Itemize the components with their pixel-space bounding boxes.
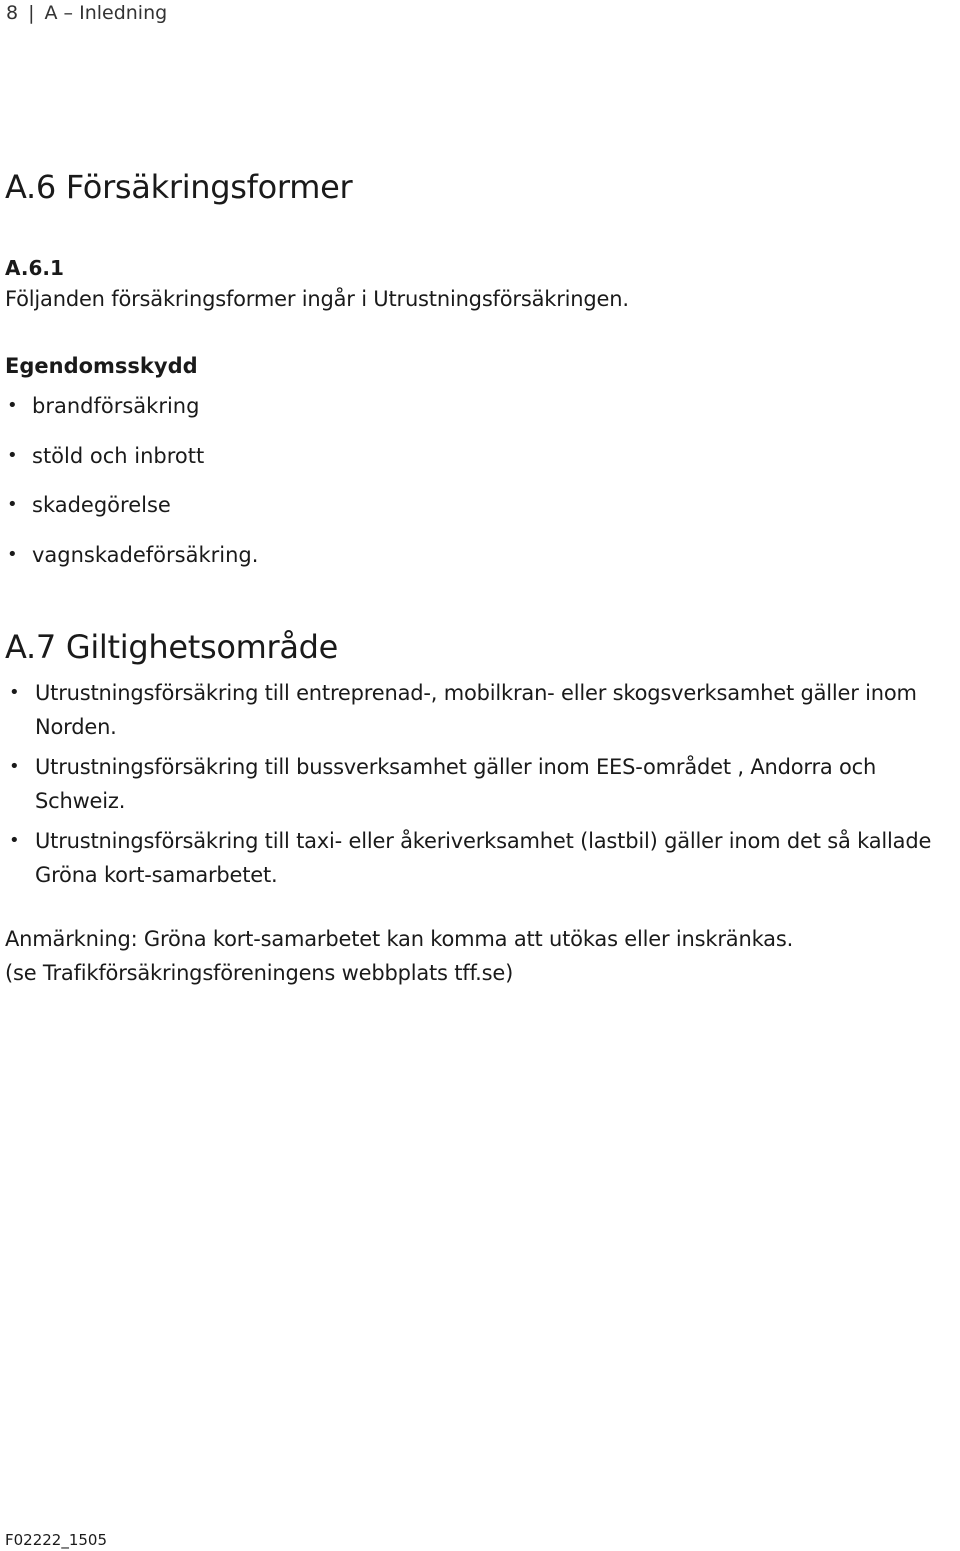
- document-code: F02222_1505: [5, 1531, 108, 1549]
- header-title: Inledning: [79, 2, 168, 24]
- list-item: [0, 385, 600, 435]
- note-line-2: (se Trafikförsäkringsföreningens webbplats tff.se): [5, 961, 514, 985]
- list-item-text: brandförsäkring: [32, 394, 200, 418]
- list-item: [0, 435, 600, 485]
- section-a6-1-intro: Följanden försäkringsformer ingår i Utrustningsförsäkringen.: [5, 287, 629, 311]
- list-item-text: Utrustningsförsäkring till entreprenad-, mobilkran- eller skogsverksamhet gäller inom Norden.: [35, 681, 917, 739]
- header-dash: –: [63, 2, 74, 24]
- note-block: [5, 922, 793, 990]
- list-item-text: Utrustningsförsäkring till bussverksamhet gäller inom EES-området , Andorra och Schweiz.: [35, 755, 877, 813]
- page-header: [6, 2, 167, 24]
- section-a6-1-number: A.6.1: [5, 256, 64, 280]
- list-item: [0, 534, 600, 584]
- list-item: [0, 484, 600, 534]
- header-section-letter: A: [44, 2, 58, 24]
- list-item: [0, 676, 960, 744]
- header-separator: |: [28, 2, 35, 24]
- list-item: [0, 824, 960, 892]
- bullet-icon: •: [7, 395, 18, 416]
- list-item-text: stöld och inbrott: [32, 443, 205, 468]
- list-item-text: skadegörelse: [32, 493, 171, 517]
- section-a6-heading: A.6 Försäkringsformer: [5, 168, 353, 206]
- bullet-icon: •: [9, 756, 20, 777]
- bullet-icon: •: [9, 830, 20, 851]
- page-number: 8: [6, 2, 19, 24]
- bullet-icon: •: [9, 682, 20, 703]
- egendomsskydd-title: Egendomsskydd: [5, 354, 198, 378]
- list-item-text: Utrustningsförsäkring till taxi- eller åkeriverksamhet (lastbil) gäller inom det så kallade Gröna kort-samarbetet.: [35, 829, 932, 887]
- giltighetsomrade-list: [0, 676, 960, 898]
- note-line-1: Anmärkning: Gröna kort-samarbetet kan komma att utökas eller inskränkas.: [5, 927, 794, 951]
- section-a7-heading: A.7 Giltighetsområde: [5, 628, 339, 666]
- list-item-text: vagnskadeförsäkring.: [32, 542, 259, 567]
- bullet-icon: •: [7, 494, 18, 515]
- bullet-icon: •: [7, 543, 18, 565]
- bullet-icon: •: [7, 444, 18, 466]
- list-item: [0, 750, 960, 818]
- egendomsskydd-list: [0, 385, 600, 583]
